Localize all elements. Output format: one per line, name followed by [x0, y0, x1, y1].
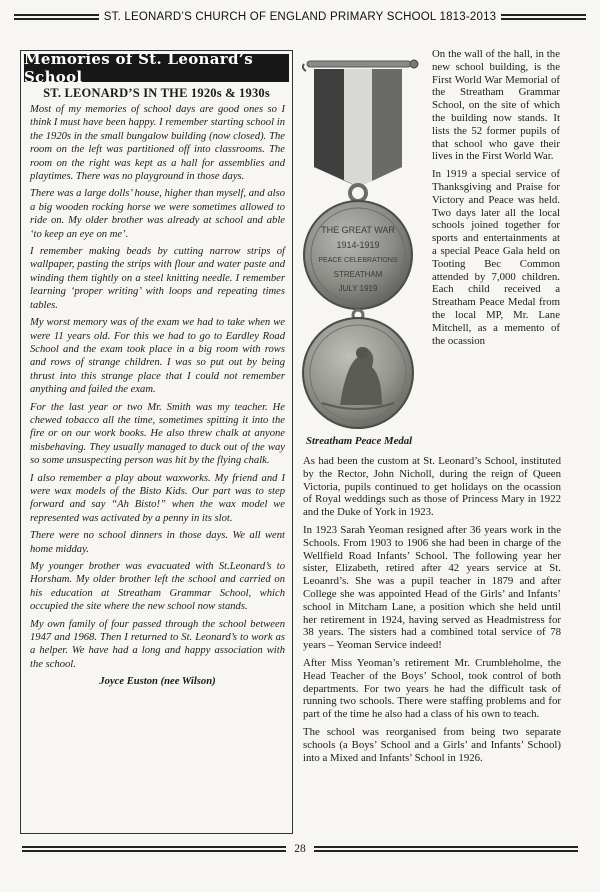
medal-pin-bar: [307, 61, 411, 67]
memory-paragraph: There were no school dinners in those days. We all went home midday.: [30, 530, 285, 555]
memory-paragraph: I also remember a play about waxworks. My friend and I were wax models of the Bisto Kids. Our part was to step forward and say “Ah Bisto!” when the wax model we represented was activated by a penny in its slot.: [30, 472, 285, 524]
footer-rule-left: [22, 846, 286, 852]
article-paragraph: As had been the custom at St. Leonard’s School, instituted by the Rector, John Nicholl, during the reign of Queen Victoria, pupils continued to get holidays on the ocassion of Royal weddings such as those of Princess Mary in 1922 and the Duke of York in 1923.: [303, 455, 561, 519]
article-paragraph: In 1919 a special service of Thanksgiving and Praise for Victory and Peace was held. Two days later all the local schools joined together for sports and entertainments at a special Peace Gala held on Tooting Bec Common attended by 7,000 children. Each child received a Streatham Peace Medal from the local MP, Mr. Lane Mitchell, as a memento of the ocassion: [432, 168, 560, 347]
medal-illustration: [302, 55, 428, 435]
article-paragraph: After Miss Yeoman’s retirement Mr. Crumbleholme, the Head Teacher of the Boys’ School, took control of both departments. For two years he had the difficult task of running two schools. There were staffing problems and for part of the time he also had a class of his own to teach.: [303, 656, 561, 721]
memories-box: [20, 50, 293, 834]
medal-inscription-5: JULY 1919: [338, 284, 378, 293]
medal-ribbon-stripe-light: [344, 69, 372, 187]
memories-text: [30, 103, 285, 689]
medal-inscription-3: PEACE CELEBRATIONS: [318, 257, 398, 264]
memory-paragraph: For the last year or two Mr. Smith was my teacher. He chewed tobacco all the time, sometimes spitting it into the fire or on our work books. He also threw chalk at anyone misbehaving. They usually managed to duck out of the way so some unsuspecting person was hit by the flying chalk.: [30, 401, 285, 467]
memory-paragraph: My younger brother was evacuated with St.Leonard’s to Horsham. My older brother left the school and carried on his education at Streatham Grammar School, which occupied the site where the new school now stands.: [30, 561, 285, 613]
memories-signature: Joyce Euston (nee Wilson): [99, 676, 216, 688]
medal-caption: Streatham Peace Medal: [306, 435, 413, 447]
header-title: ST. LEONARD’S CHURCH OF ENGLAND PRIMARY SCHOOL 1813-2013: [103, 11, 497, 23]
header-rule-left: [14, 14, 99, 20]
right-column-upper: [432, 48, 560, 352]
medal-pin-end: [410, 60, 418, 68]
page-header: [14, 9, 586, 25]
article-paragraph: The school was reorganised from being two separate schools (a Boys’ School and a Girls’ and Infants’ School) into a Mixed and Infants’ School in 1926.: [303, 725, 561, 764]
article-paragraph: On the wall of the hall, in the new school building, is the First World War Memorial of the Streatham Grammar School, on the site of which the building now stands. It lists the 52 former pupils of that school who gave their lives in the First World War.: [432, 48, 560, 163]
medal-inscription-2: 1914-1919: [336, 240, 380, 250]
header-rule-right: [501, 14, 586, 20]
medal-pin-clasp: [303, 64, 306, 71]
right-column-lower: [303, 455, 561, 769]
page-footer: [22, 842, 578, 856]
memory-paragraph: My own family of four passed through the school between 1947 and 1968. Then I returned to St. Leonard’s to work as a helper. We have had a long and happy association with the school.: [30, 618, 285, 670]
medal-ring: [350, 185, 366, 201]
memory-paragraph: My worst memory was of the exam we had to take when we were 11 years old. For this we had to go to Eardley Road School and the exam took place in a big room with rows and rows of strange children. I was so put out by being thrust into this strange place that I could not remember anything and failed the exam.: [30, 317, 285, 396]
memory-paragraph: There was a large dolls’ house, higher than myself, and also a big wooden rocking horse we were sometimes allowed to ride on. My older brother was already at school and able ‘to keep an eye on me’.: [30, 188, 285, 240]
medal-ribbon-stripe-mid: [372, 69, 402, 181]
peace-medal-photo: [302, 55, 428, 450]
memory-paragraph: Most of my memories of school days are good ones so I think I must have been happy. I remember starting school in the 1920s in the small bungalow building (now closed). The room on the left was partitioned off into classrooms. The room on the right was kept as a hall for assemblies and playtimes. There was no playground in those days.: [30, 104, 285, 183]
page-number: 28: [294, 843, 306, 855]
memories-banner: Memories of St. Leonard’s School: [24, 54, 289, 82]
medal-inscription-1: THE GREAT WAR: [321, 225, 395, 235]
memories-subtitle: ST. LEONARD’S IN THE 1920s & 1930s: [43, 86, 270, 100]
medal-ribbon-stripe-dark: [314, 69, 344, 180]
footer-rule-right: [314, 846, 578, 852]
medal-inscription-4: STREATHAM: [333, 270, 383, 279]
article-paragraph: In 1923 Sarah Yeoman resigned after 36 years work in the Schools. From 1903 to 1906 she had been in charge of the Wellfield Road Infants’ School. The following year her sister, Elizabeth, retired after 42 years service at St. Leoanrd’s. She was a pupil teacher in 1879 and after College she was appointed Head of the Girls’ and Infants’ school in Mitcham Lane, a position which she held until her retirement in 1924, having served as Headmistress for 38 years. The sisters had a combined total service of 78 years – Yeoman Service indeed!: [303, 523, 561, 652]
memory-paragraph: I remember making beads by cutting narrow strips of wallpaper, pasting the strips with flour and water paste and winding them tightly on a steel knitting needle. I remember learning ‘proper writing’ with loops and repeating times tables.: [30, 246, 285, 311]
